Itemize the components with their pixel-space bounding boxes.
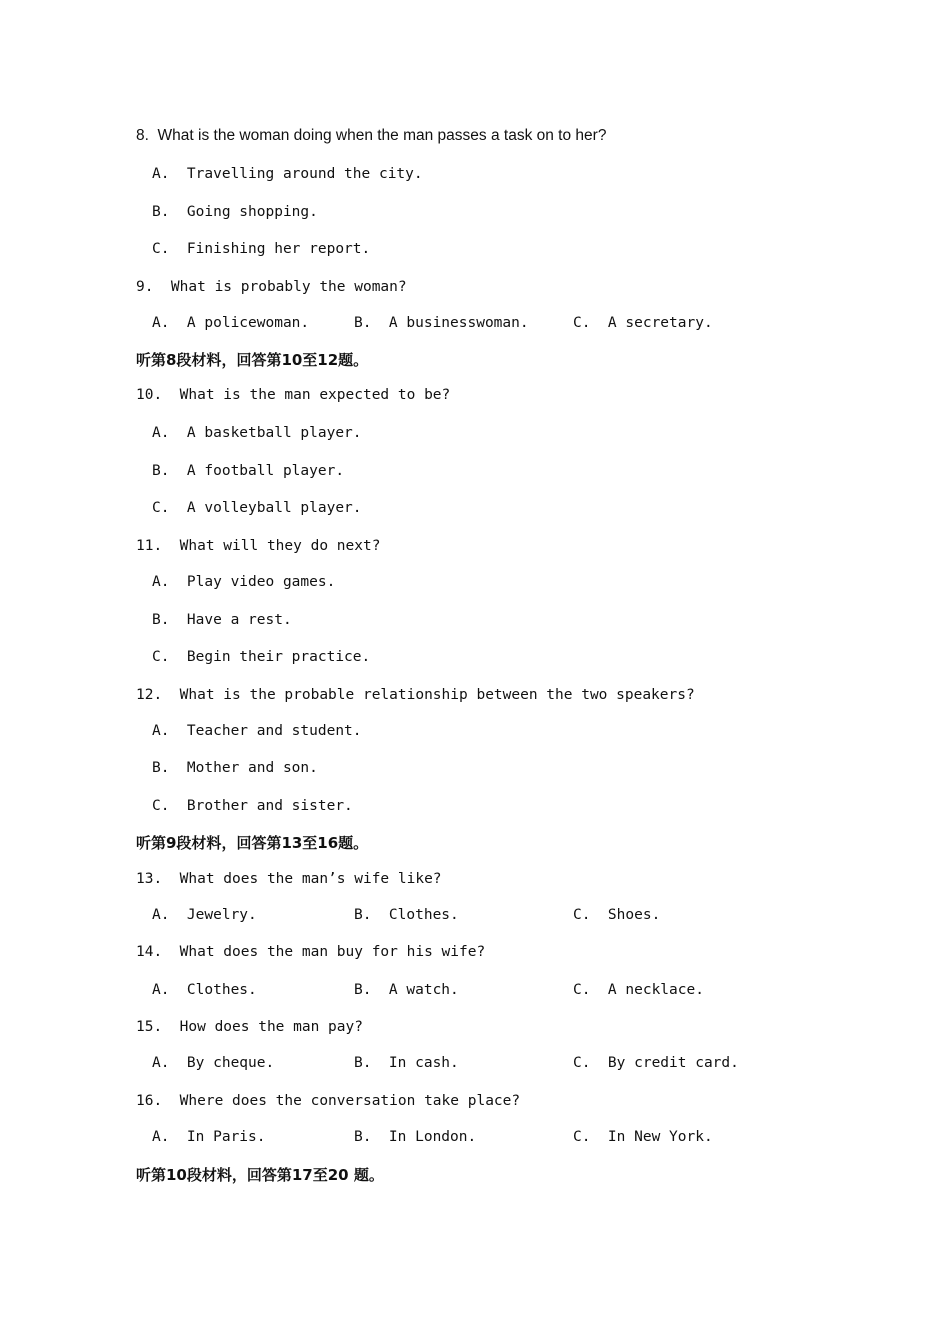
question-15-option-c: C. By credit card. [573,1055,739,1071]
question-14-option-c: C. A necklace. [573,982,704,998]
question-14: 14. What does the man buy for his wife? [136,944,486,960]
question-9-option-c: C. A secretary. [573,315,713,331]
question-12: 12. What is the probable relationship between the two speakers? [136,687,695,703]
question-12-option-a: A. Teacher and student. [152,723,362,739]
question-15: 15. How does the man pay? [136,1019,363,1035]
question-9-option-a: A. A policewoman. [152,315,310,331]
question-13: 13. What does the man’s wife like? [136,871,442,887]
question-13-option-c: C. Shoes. [573,907,661,923]
question-12-option-b: B. Mother and son. [152,760,318,776]
question-10-option-a: A. A basketball player. [152,425,362,441]
question-8-option-c: C. Finishing her report. [152,241,371,257]
question-16: 16. Where does the conversation take place? [136,1093,521,1109]
question-11-option-b: B. Have a rest. [152,612,292,628]
question-16-option-a: A. In Paris. [152,1129,266,1145]
question-11-option-a: A. Play video games. [152,574,336,590]
question-10: 10. What is the man expected to be? [136,387,451,403]
question-13-option-b: B. Clothes. [354,907,459,923]
question-11: 11. What will they do next? [136,538,381,554]
question-16-option-b: B. In London. [354,1129,477,1145]
question-11-option-c: C. Begin their practice. [152,649,371,665]
section-heading-10: 听第10段材料，回答第17至20 题。 [136,1166,384,1184]
question-16-option-c: C. In New York. [573,1129,713,1145]
section-heading-8: 听第8段材料，回答第10至12题。 [136,351,369,369]
question-12-option-c: C. Brother and sister. [152,798,353,814]
question-15-option-b: B. In cash. [354,1055,459,1071]
question-9-option-b: B. A businesswoman. [354,315,529,331]
question-14-option-a: A. Clothes. [152,982,257,998]
question-8-option-b: B. Going shopping. [152,204,318,220]
question-9: 9. What is probably the woman? [136,279,407,295]
question-14-option-b: B. A watch. [354,982,459,998]
question-8-option-a: A. Travelling around the city. [152,166,423,182]
question-10-option-c: C. A volleyball player. [152,500,362,516]
section-heading-9: 听第9段材料，回答第13至16题。 [136,834,369,852]
question-13-option-a: A. Jewelry. [152,907,257,923]
question-10-option-b: B. A football player. [152,463,345,479]
question-8: 8. What is the woman doing when the man passes a task on to her? [136,127,607,144]
question-15-option-a: A. By cheque. [152,1055,275,1071]
